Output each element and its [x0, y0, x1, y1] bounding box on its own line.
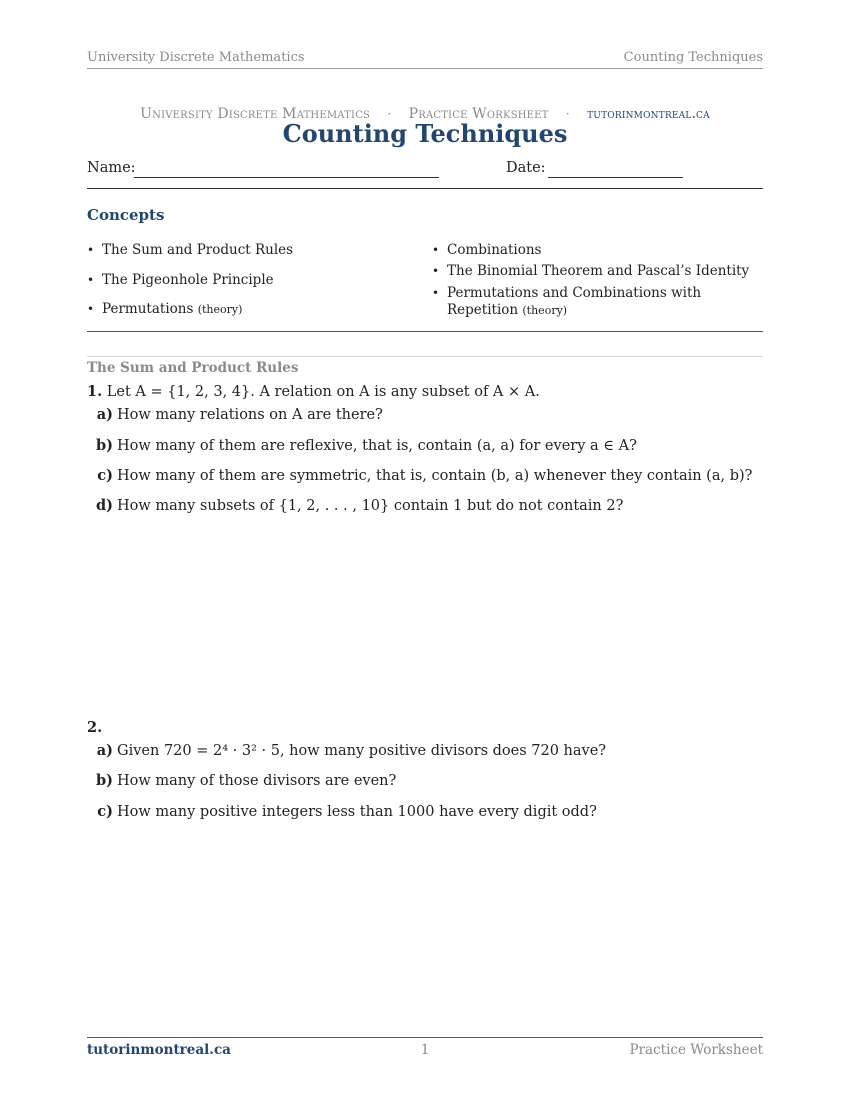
- part-label: b): [96, 437, 113, 454]
- concept-item: [102, 301, 242, 318]
- name-label: Name:: [87, 160, 136, 176]
- name-field[interactable]: [134, 177, 439, 178]
- part-label: b): [96, 772, 113, 789]
- concept-label: The Sum and Product Rules: [102, 242, 294, 258]
- question-2: [87, 719, 102, 736]
- part-label: c): [97, 803, 113, 820]
- part-label: a): [96, 742, 113, 759]
- kicker-kind: Practice Worksheet: [408, 106, 549, 122]
- concept-label: The Pigeonhole Principle: [102, 272, 274, 288]
- concept-item: [447, 242, 541, 259]
- concepts-divider: [87, 331, 763, 332]
- part-text: How many subsets of {1, 2, . . . , 10} contain 1 but do not contain 2?: [117, 498, 624, 514]
- page-title: Counting Techniques: [282, 119, 568, 148]
- concepts-heading: Concepts: [87, 206, 165, 224]
- running-header: [87, 50, 763, 69]
- question-stem: Let A = {1, 2, 3, 4}. A relation on A is any subset of A × A.: [106, 384, 540, 400]
- section-divider: [87, 356, 763, 357]
- kicker-course: University Discrete Mathematics: [140, 106, 371, 122]
- concept-item: [447, 263, 749, 280]
- concept-item: [102, 272, 274, 289]
- date-field[interactable]: [548, 177, 683, 178]
- part-label: a): [96, 406, 113, 423]
- part-text: How many of those divisors are even?: [117, 773, 397, 789]
- question-part: [87, 497, 623, 514]
- part-label: d): [96, 497, 113, 514]
- part-text: How many of them are reflexive, that is, contain (a, a) for every a ∈ A?: [117, 438, 637, 454]
- concept-label: Permutations: [102, 301, 194, 317]
- part-label: c): [97, 467, 113, 484]
- footer-divider: [87, 1037, 763, 1038]
- kicker-separator: ·: [387, 106, 392, 121]
- question-1: [87, 383, 540, 400]
- question-part: [87, 437, 637, 454]
- concept-note: (theory): [197, 303, 243, 316]
- question-part: [87, 742, 606, 759]
- question-part: [87, 803, 597, 820]
- concept-label: Permutations and Combinations with Repetition: [447, 285, 702, 318]
- name-date-row: [87, 160, 763, 180]
- part-text: How many of them are symmetric, that is, contain (b, a) whenever they contain (a, b)?: [117, 468, 753, 484]
- running-header-right: Counting Techniques: [623, 50, 763, 65]
- question-part: [87, 467, 752, 484]
- part-text: How many relations on A are there?: [117, 407, 383, 423]
- date-label: Date:: [506, 160, 546, 176]
- page-number: 1: [420, 1042, 430, 1058]
- part-text: Given 720 = 2⁴ · 3² · 5, how many positive divisors does 720 have?: [117, 743, 607, 759]
- concept-item: [102, 242, 293, 259]
- footer-label: Practice Worksheet: [629, 1042, 763, 1058]
- section-heading: The Sum and Product Rules: [87, 360, 299, 376]
- page-footer: [87, 1042, 763, 1060]
- concept-label: Combinations: [447, 242, 542, 258]
- question-part: [87, 406, 383, 423]
- running-header-left: University Discrete Mathematics: [87, 50, 305, 65]
- question-number: 2.: [87, 719, 103, 736]
- kicker-site: tutorinmontreal.ca: [587, 106, 710, 122]
- concept-item: [447, 285, 707, 319]
- concept-label: The Binomial Theorem and Pascal’s Identity: [447, 263, 750, 279]
- kicker-separator: ·: [565, 106, 570, 121]
- part-text: How many positive integers less than 1000 have every digit odd?: [117, 804, 597, 820]
- question-part: [87, 772, 396, 789]
- header-divider: [87, 188, 763, 189]
- concept-note: (theory): [522, 304, 568, 317]
- footer-site-link[interactable]: tutorinmontreal.ca: [87, 1042, 231, 1058]
- question-number: 1.: [87, 383, 103, 400]
